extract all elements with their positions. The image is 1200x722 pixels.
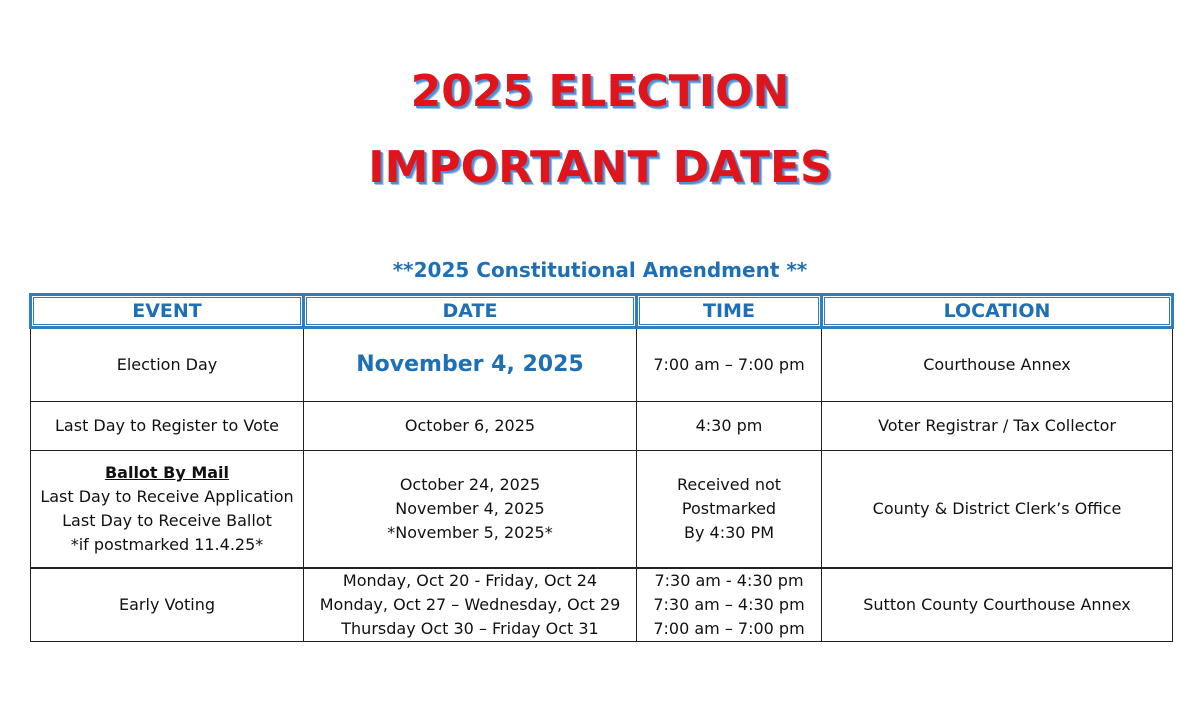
cell-location: [822, 328, 1173, 402]
cell-location: [822, 451, 1173, 569]
cell-location: [822, 402, 1173, 451]
date-text: Thursday Oct 30 – Friday Oct 31: [341, 619, 599, 638]
date-note: *November 5, 2025*: [387, 523, 553, 542]
cell-date: [304, 451, 637, 569]
ballot-by-mail-heading: Ballot By Mail: [104, 463, 230, 482]
event-text: Last Day to Receive Application: [40, 487, 294, 506]
cell-event: [31, 451, 304, 569]
page-title-line-1: 2025 ELECTION: [410, 66, 790, 117]
event-text: Last Day to Register to Vote: [55, 416, 279, 435]
table-row-ballot-by-mail: [31, 451, 1173, 569]
location-text: Courthouse Annex: [923, 355, 1071, 374]
event-text: Early Voting: [119, 595, 215, 614]
time-text: Received not: [676, 475, 782, 494]
event-note: *if postmarked 11.4.25*: [70, 535, 264, 554]
time-text: By 4:30 PM: [684, 523, 774, 542]
date-text: Monday, Oct 27 – Wednesday, Oct 29: [319, 595, 621, 614]
date-text: October 6, 2025: [404, 416, 536, 435]
column-header-location: LOCATION: [822, 295, 1173, 328]
time-text: 4:30 pm: [695, 416, 763, 435]
date-text: October 24, 2025: [399, 475, 541, 494]
location-text: Voter Registrar / Tax Collector: [878, 416, 1116, 435]
table-header-row: [31, 295, 1173, 328]
column-header-time: TIME: [637, 295, 822, 328]
cell-location: [822, 568, 1173, 642]
cell-event: [31, 568, 304, 642]
table-row-election-day: [31, 328, 1173, 402]
location-text: Sutton County Courthouse Annex: [863, 595, 1131, 614]
cell-event: [31, 328, 304, 402]
election-dates-table: [29, 293, 1174, 642]
cell-time: [637, 451, 822, 569]
column-header-date: DATE: [304, 295, 637, 328]
table-subtitle: **2025 Constitutional Amendment **: [392, 258, 808, 282]
time-text: 7:00 am – 7:00 pm: [653, 619, 805, 638]
cell-time: [637, 402, 822, 451]
election-date-highlight: November 4, 2025: [356, 352, 584, 377]
event-text: Election Day: [116, 355, 218, 374]
cell-time: [637, 568, 822, 642]
event-text: Last Day to Receive Ballot: [62, 511, 272, 530]
time-text: 7:30 am – 4:30 pm: [653, 595, 805, 614]
cell-time: [637, 328, 822, 402]
cell-event: [31, 402, 304, 451]
cell-date: [304, 568, 637, 642]
cell-date: [304, 402, 637, 451]
table-row-early-voting: [31, 568, 1173, 642]
date-text: Monday, Oct 20 - Friday, Oct 24: [342, 571, 598, 590]
date-text: November 4, 2025: [395, 499, 545, 518]
time-text: 7:00 am – 7:00 pm: [653, 355, 805, 374]
column-header-event: EVENT: [31, 295, 304, 328]
table-row-register: [31, 402, 1173, 451]
page-title-line-2: IMPORTANT DATES: [368, 142, 832, 193]
time-text: 7:30 am - 4:30 pm: [654, 571, 804, 590]
location-text: County & District Clerk’s Office: [872, 499, 1122, 518]
time-text: Postmarked: [681, 499, 777, 518]
cell-date: [304, 328, 637, 402]
